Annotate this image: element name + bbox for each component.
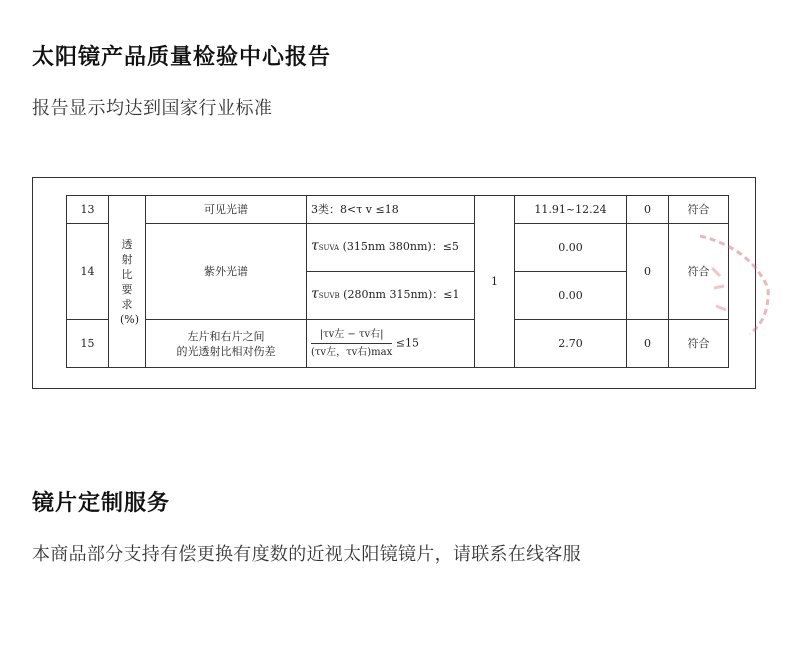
verdict: 符合: [669, 224, 729, 320]
verdict: 符合: [669, 320, 729, 368]
table-row: [67, 320, 729, 368]
page-subtitle: 报告显示均达到国家行业标准: [32, 98, 273, 119]
measured-value: 0.00: [515, 272, 627, 320]
row-number: 13: [67, 196, 109, 224]
item-name: 紫外光谱: [146, 224, 307, 320]
item-name: 左片和右片之间 的光透射比相对伤差: [146, 320, 307, 368]
section-title: 镜片定制服务: [32, 491, 171, 516]
item-name: 可见光谱: [146, 196, 307, 224]
row-number: 14: [67, 224, 109, 320]
measured-value: 0.00: [515, 224, 627, 272]
group-label-cell: [109, 196, 146, 368]
defect-count: 0: [627, 196, 669, 224]
verdict: 符合: [669, 196, 729, 224]
formula-fraction: $\frac{\text{|τv左 − τv右|}}{\text{(τv左，τv右)max}}$: [311, 329, 393, 358]
requirement-formula: $\frac{\text{|τv左 − τv右|}}{\text{(τv左，τv右)max}}$ ≤15: [307, 320, 475, 368]
section-description: 本商品部分支持有偿更换有度数的近视太阳镜镜片，请联系在线客服: [32, 544, 581, 565]
defect-count: 0: [627, 320, 669, 368]
requirement-suvb: τSUVB (280nm 315nm)：≤1: [307, 272, 475, 320]
measured-value: 11.91~12.24: [515, 196, 627, 224]
table-row: [67, 196, 729, 224]
table-row: [67, 224, 729, 272]
inspection-report-table: [66, 195, 729, 368]
defect-count: 0: [627, 224, 669, 320]
sample-count: 1: [475, 196, 515, 368]
requirement-suva: τSUVA (315nm 380nm)：≤5: [307, 224, 475, 272]
page-title: 太阳镜产品质量检验中心报告: [32, 45, 332, 70]
row-number: 15: [67, 320, 109, 368]
measured-value: 2.70: [515, 320, 627, 368]
requirement: 3类：8<τ v ≤18: [307, 196, 475, 224]
group-label: 透射比要求(%): [120, 237, 140, 326]
